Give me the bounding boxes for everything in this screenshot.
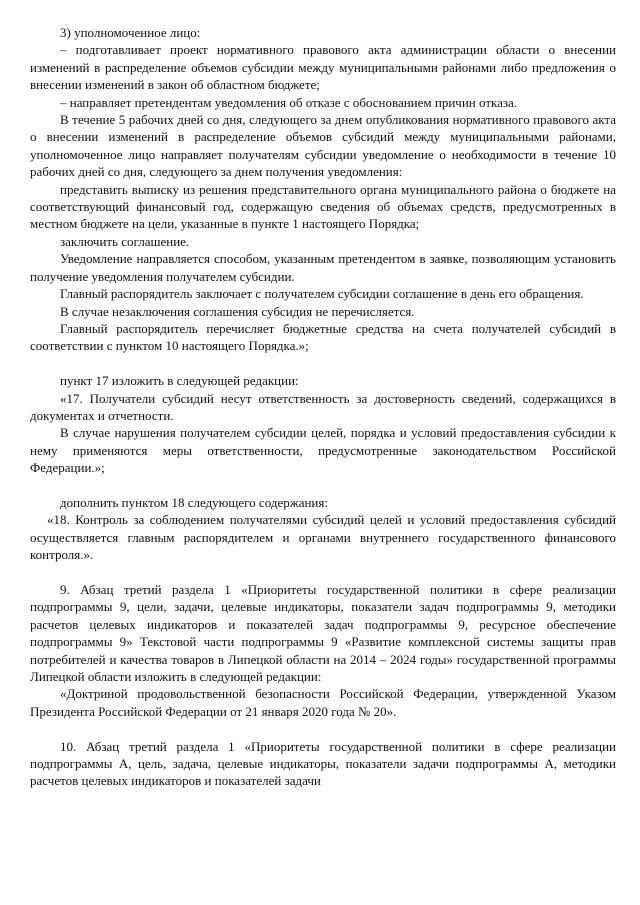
spacer [30,720,616,737]
paragraph-main-manager-agreement: Главный распорядитель заключает с получателем субсидии соглашение в день его обращения. [60,286,584,302]
paragraph-sends-refusal: – направляет претендентам уведомления об отказе с обоснованием причин отказа. [60,94,518,110]
paragraph-prepares-draft: – подготавливает проект нормативного правового акта администрации области о внесении изменений в распределение объемов субсидии между муниципальными районами либо предложения о внесении изменений в закон об областном бюджете; [30,42,616,93]
paragraph-section-10: 10. Абзац третий раздела 1 «Приоритеты государственной политики в сфере реализации подпрограммы А, цель, задача, целевые индикаторы, показатели задачи подпрограммы А, методики расчетов целевых индикаторов и показателей задачи [30,738,616,789]
spacer [30,355,616,372]
paragraph-notification-method: Уведомление направляется способом, указанным претендентом в заявке, позволяющим установить получение уведомления получателем субсидии. [30,251,616,284]
spacer [30,564,616,581]
paragraph-item-18-intro: дополнить пунктом 18 следующего содержания: [60,494,328,510]
paragraph-item-17-intro: пункт 17 изложить в следующей редакции: [60,373,299,389]
paragraph-item-17-text: «17. Получатели субсидий несут ответственность за достоверность сведений, содержащихся в документах и отчетности. [30,390,616,423]
paragraph-within-5-days: В течение 5 рабочих дней со дня, следующего за днем опубликования нормативного правового акта о внесении изменений в распределение объемов субсидий между муниципальными районами, уполномоченное лицо направляет получателям субсидии уведомление о необходимости в течение 10 рабочих дней со дня, следующего за днем получения уведомления: [30,112,616,180]
paragraph-food-security-doctrine: «Доктриной продовольственной безопасности Российской Федерации, утвержденной Указом Президента Российской Федерации от 21 января 2020 года № 20». [30,686,616,719]
spacer [30,477,616,494]
paragraph-item-18-text: «18. Контроль за соблюдением получателями субсидий целей и условий предоставления субсидий осуществляется главным распорядителем и органами внутреннего государственного финансового контроля.». [30,512,616,563]
paragraph-item-17-violation: В случае нарушения получателем субсидии целей, порядка и условий предоставления субсидии к нему применяются меры ответственности, предусмотренные законодательством Российской Федерации.»; [30,425,616,476]
paragraph-authorized-person: 3) уполномоченное лицо: [60,25,201,40]
paragraph-conclude-agreement: заключить соглашение. [60,233,190,249]
paragraph-no-agreement: В случае незаключения соглашения субсидия не перечисляется. [60,303,415,319]
paragraph-submit-extract: представить выписку из решения представительного органа муниципального района о бюджете на соответствующий финансовый год, содержащую сведения об объемах средств, предусмотренных в местном бюджете на цели, указанные в пункте 1 настоящего Порядка; [30,181,616,232]
paragraph-transfers-funds: Главный распорядитель перечисляет бюджетные средства на счета получателей субсидий в соответствии с пунктом 10 настоящего Порядка.»; [30,320,616,354]
paragraph-section-9: 9. Абзац третий раздела 1 «Приоритеты государственной политики в сфере реализации подпрограммы 9, цели, задачи, целевые индикаторы, показатели задач подпрограммы 9, методики расчетов целевых индикаторов и показателей задач подпрограммы 9, ресурсное обеспечение подпрограммы 9» Текстовой части подпрограммы 9 «Развитие комплексной системы защиты прав потребителей и качества товаров в Липецкой области на 2014 – 2024 годы» государственной программы Липецкой области изложить в следующей редакции: [30,581,616,684]
document-page [30,24,616,790]
